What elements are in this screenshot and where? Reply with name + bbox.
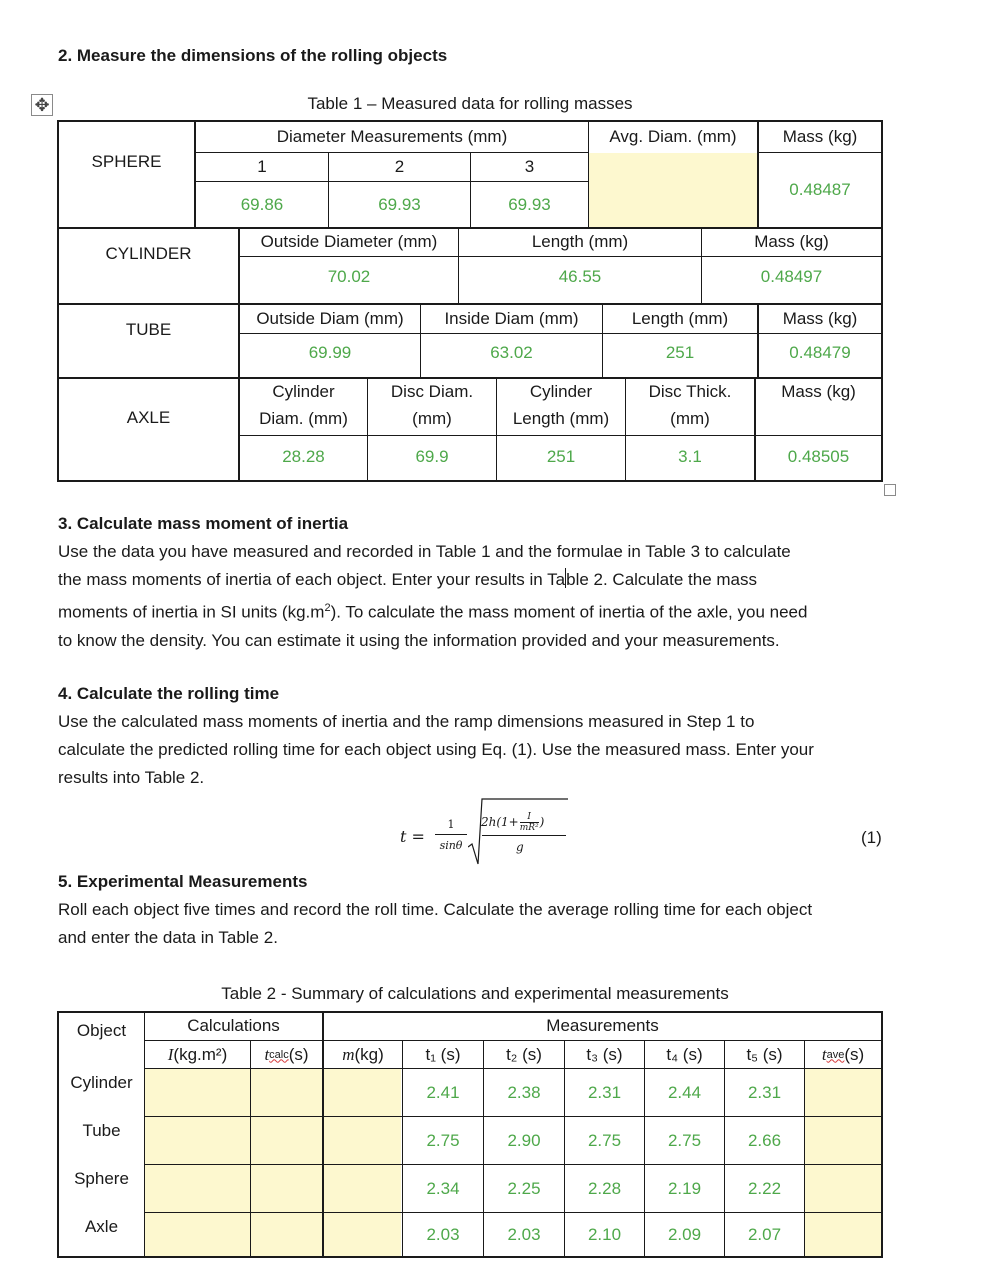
calc-input-area[interactable] (145, 1069, 401, 1256)
t2-axle-t4[interactable]: 2.09 (667, 1224, 702, 1244)
sphere-diam-header: Diameter Measurements (mm) (276, 126, 508, 146)
t2-row-sphere-label: Sphere (74, 1169, 129, 1188)
axle-cyl-diam-header-1: Cylinder (272, 381, 335, 401)
t2-cylinder-t4[interactable]: 2.44 (667, 1082, 702, 1102)
t2-sphere-t5[interactable]: 2.22 (747, 1178, 782, 1198)
cylinder-length[interactable]: 46.55 (558, 267, 602, 286)
t2-cylinder-t2[interactable]: 2.38 (507, 1082, 541, 1102)
t2-sphere-t2[interactable]: 2.25 (507, 1178, 541, 1198)
equation-sin-theta: sinθ (439, 839, 463, 852)
t2-cylinder-t3[interactable]: 2.31 (587, 1082, 622, 1102)
axle-mass[interactable]: 0.48505 (787, 447, 850, 466)
t2-m-header: m (kg) (342, 1044, 384, 1064)
equation-g: g (516, 840, 524, 854)
equation-one: 1 (447, 818, 455, 831)
t2-t4-header: t₄ (s) (666, 1044, 703, 1064)
t2-tube-t5[interactable]: 2.66 (747, 1130, 782, 1150)
equation-numerator: 2h(1+ $\frac{I}{\text{mR²}}$ ) (481, 812, 545, 833)
table-1-caption: Table 1 – Measured data for rolling masses (307, 94, 633, 113)
t2-t1-header: t₁ (s) (425, 1044, 461, 1064)
tube-od[interactable]: 69.99 (308, 343, 352, 362)
sphere-label: SPHERE (91, 152, 162, 171)
t2-tube-t3[interactable]: 2.75 (587, 1130, 622, 1150)
equation-t: t = (400, 827, 425, 846)
section-3-body (58, 538, 938, 655)
section-3-line-4: to know the density. You can estimate it using the information provided and your measurements. (58, 630, 780, 650)
t2-tave-header: t ave (s) (821, 1044, 865, 1064)
section-3-heading: 3. Calculate mass moment of inertia (58, 514, 349, 533)
t2-t2-header: t₂ (s) (506, 1044, 542, 1064)
t2-sphere-t3[interactable]: 2.28 (587, 1178, 622, 1198)
cylinder-mass[interactable]: 0.48497 (760, 267, 823, 286)
section-4-heading: 4. Calculate the rolling time (58, 684, 280, 703)
tube-od-header: Outside Diam (mm) (256, 308, 404, 328)
table-2-caption: Table 2 - Summary of calculations and experimental measurements (221, 984, 729, 1003)
table-move-handle-icon[interactable]: ✥ (31, 94, 53, 116)
section-3-line-1: Use the data you have measured and recorded in Table 1 and the formulae in Table 3 to calculate (58, 542, 791, 561)
t2-cylinder-t5[interactable]: 2.31 (747, 1082, 782, 1102)
section-5-body (58, 896, 938, 952)
tube-length[interactable]: 251 (665, 343, 695, 362)
axle-cyl-length[interactable]: 251 (546, 447, 576, 466)
axle-disc-thick[interactable]: 3.1 (678, 447, 702, 466)
cylinder-od[interactable]: 70.02 (327, 267, 371, 286)
t2-sphere-t1[interactable]: 2.34 (426, 1178, 460, 1198)
t2-calculations-header: Calculations (187, 1016, 280, 1035)
section-5-line-1: Roll each object five times and record the roll time. Calculate the average rolling time for each object (58, 900, 813, 919)
sphere-avg-header: Avg. Diam. (mm) (609, 126, 737, 146)
t2-axle-t2[interactable]: 2.03 (507, 1224, 541, 1244)
axle-disc-diam-header-2: (mm) (412, 409, 452, 428)
section-4-body (58, 708, 938, 792)
tube-id-header: Inside Diam (mm) (444, 308, 579, 328)
sphere-d2[interactable]: 69.93 (378, 194, 421, 214)
t2-I-header: I (kg.m²) (167, 1044, 228, 1064)
t2-tube-t4[interactable]: 2.75 (667, 1130, 702, 1150)
t2-axle-t1[interactable]: 2.03 (426, 1224, 460, 1244)
tube-mass[interactable]: 0.48479 (789, 343, 851, 362)
cylinder-mass-header: Mass (kg) (754, 232, 829, 251)
cylinder-length-header: Length (mm) (531, 232, 629, 251)
t2-axle-t5[interactable]: 2.07 (747, 1224, 782, 1244)
section-5-line-2: and enter the data in Table 2. (58, 928, 278, 947)
equation-number: (1) (861, 828, 882, 847)
t2-row-axle-label: Axle (84, 1217, 119, 1236)
section-4-line-2: calculate the predicted rolling time for each object using Eq. (1). Use the measured mass. Enter your (58, 740, 814, 759)
section-4-line-3: results into Table 2. (58, 768, 205, 787)
t2-row-tube-label: Tube (82, 1121, 121, 1140)
cylinder-label: CYLINDER (105, 244, 192, 263)
table-resize-handle-icon[interactable] (884, 484, 896, 496)
sphere-d3[interactable]: 69.93 (508, 194, 551, 214)
sphere-col-3: 3 (524, 157, 535, 176)
sphere-mass[interactable]: 0.48487 (789, 180, 851, 199)
tube-mass-header: Mass (kg) (782, 308, 858, 328)
section-3-line-2: the mass moments of inertia of each object. Enter your results in Table 2. Calculate the mass (58, 570, 757, 589)
axle-cyl-diam-header-2: Diam. (mm) (259, 409, 348, 428)
sphere-avg-diam-input[interactable] (589, 153, 757, 227)
section-4-line-1: Use the calculated mass moments of inertia and the ramp dimensions measured in Step 1 to (58, 712, 755, 731)
tube-length-header: Length (mm) (631, 308, 729, 328)
sphere-col-2: 2 (394, 157, 405, 176)
axle-disc-thick-header-1: Disc Thick. (648, 381, 732, 401)
t2-axle-t3[interactable]: 2.10 (587, 1224, 622, 1244)
axle-label: AXLE (126, 408, 171, 427)
axle-disc-diam-header-1: Disc Diam. (390, 381, 474, 401)
axle-disc-diam[interactable]: 69.9 (415, 447, 449, 466)
sphere-mass-header: Mass (kg) (782, 126, 858, 146)
axle-cyl-length-header-1: Cylinder (529, 381, 593, 401)
t2-t5-header: t₅ (s) (746, 1044, 783, 1064)
t2-measurements-header: Measurements (546, 1016, 659, 1035)
t2-row-cylinder-label: Cylinder (70, 1073, 133, 1092)
t2-tube-t2[interactable]: 2.90 (507, 1130, 541, 1150)
tave-input-area[interactable] (805, 1069, 883, 1256)
cylinder-od-header: Outside Diameter (mm) (260, 232, 438, 251)
t2-object-header: Object (76, 1021, 127, 1040)
t2-tube-t1[interactable]: 2.75 (426, 1130, 460, 1150)
t2-cylinder-t1[interactable]: 2.41 (426, 1082, 460, 1102)
section-3-line-3: moments of inertia in SI units $(kg.m^2)$. To calculate the mass moment of inertia of the axle, you need (58, 602, 808, 622)
axle-cyl-diam[interactable]: 28.28 (282, 447, 325, 466)
axle-disc-thick-header-2: (mm) (670, 409, 710, 428)
tube-id[interactable]: 63.02 (490, 343, 533, 362)
section-2-heading: 2. Measure the dimensions of the rolling objects (58, 46, 448, 65)
t2-sphere-t4[interactable]: 2.19 (667, 1178, 702, 1198)
tube-label: TUBE (125, 320, 172, 339)
axle-cyl-length-header-2: Length (mm) (512, 409, 610, 428)
section-5-heading: 5. Experimental Measurements (58, 872, 308, 891)
t2-t3-header: t₃ (s) (586, 1044, 623, 1064)
sphere-d1[interactable]: 69.86 (240, 194, 284, 214)
t2-tcalc-header: t calc (s) (264, 1044, 309, 1064)
axle-mass-header: Mass (kg) (781, 381, 856, 401)
sphere-col-1: 1 (257, 157, 267, 176)
